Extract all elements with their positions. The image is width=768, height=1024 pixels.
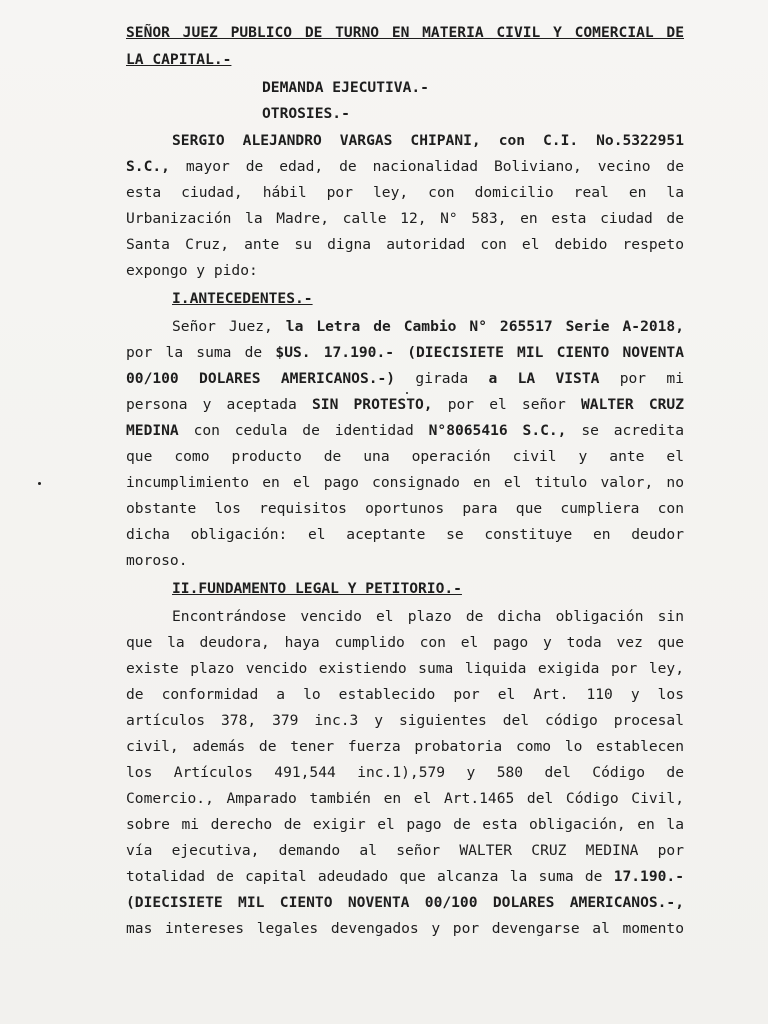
court-heading-line1 [126,24,684,42]
section-1-line-2: por la suma de $US. 17.190.- (DIECISIETE MIL CIENTO NOVENTA [126,344,684,361]
section-2-line-11: totalidad de capital adeudado que alcanza la suma de 17.190.- [126,868,684,885]
court-heading-text-2: LA CAPITAL.- [126,51,232,68]
section-1-line-7: incumplimiento en el pago consignado en el titulo valor, no [126,474,684,491]
intro-line-3: esta ciudad, hábil por ley, con domicilio real en la [126,184,684,201]
scan-speck [38,482,41,485]
subheading-demanda: DEMANDA EJECUTIVA.- [262,79,429,96]
section-2-line-1: Encontrándose vencido el plazo de dicha obligación sin [172,608,684,625]
subheading-otrosies: OTROSIES.- [262,105,350,122]
section-2-line-13: mas intereses legales devengados y por devengarse al momento [126,920,684,937]
intro-line-2: S.C., mayor de edad, de nacionalidad Boliviano, vecino de [126,158,684,175]
section-1-line-3: 00/100 DOLARES AMERICANOS.-) girada a LA VISTA por mi [126,370,684,387]
section-2-line-4: de conformidad a lo establecido por el Art. 110 y los [126,686,684,703]
section-2-line-3: existe plazo vencido existiendo suma liquida exigida por ley, [126,660,684,677]
section-1-line-10: moroso. [126,552,188,569]
court-heading-line2 [126,51,684,69]
scan-speck [406,392,408,394]
section-1-line-1: Señor Juez, la Letra de Cambio N° 265517 Serie A-2018, [172,318,684,335]
section-2-line-7: los Artículos 491,544 inc.1),579 y 580 del Código de [126,764,684,781]
section-1-title: I.ANTECEDENTES.- [172,290,313,307]
section-2-line-5: artículos 378, 379 inc.3 y siguientes del código procesal [126,712,684,729]
intro-line-5: Santa Cruz, ante su digna autoridad con el debido respeto [126,236,684,253]
section-2-line-6: civil, además de tener fuerza probatoria como lo establecen [126,738,684,755]
intro-line-1: SERGIO ALEJANDRO VARGAS CHIPANI, con C.I. No.5322951 [172,132,684,149]
section-2-line-2: que la deudora, haya cumplido con el pago y toda vez que [126,634,684,651]
section-1-line-4: persona y aceptada SIN PROTESTO, por el señor WALTER CRUZ [126,396,684,413]
section-1-line-9: dicha obligación: el aceptante se constituye en deudor [126,526,684,543]
intro-line-4: Urbanización la Madre, calle 12, N° 583, en esta ciudad de [126,210,684,227]
court-heading-text: SEÑOR JUEZ PUBLICO DE TURNO EN MATERIA CIVIL Y COMERCIAL DE [126,24,684,41]
section-1-line-6: que como producto de una operación civil y ante el [126,448,684,465]
section-2-line-10: vía ejecutiva, demando al señor WALTER CRUZ MEDINA por [126,842,684,859]
section-2-line-8: Comercio., Amparado también en el Art.1465 del Código Civil, [126,790,684,807]
section-1-line-8: obstante los requisitos oportunos para que cumpliera con [126,500,684,517]
section-1-line-5: MEDINA con cedula de identidad N°8065416 S.C., se acredita [126,422,685,439]
section-2-title: II.FUNDAMENTO LEGAL Y PETITORIO.- [172,580,462,597]
section-2-line-9: sobre mi derecho de exigir el pago de esta obligación, en la [126,816,684,833]
intro-line-6: expongo y pido: [126,262,258,279]
section-2-line-12: (DIECISIETE MIL CIENTO NOVENTA 00/100 DOLARES AMERICANOS.-, [126,894,684,911]
